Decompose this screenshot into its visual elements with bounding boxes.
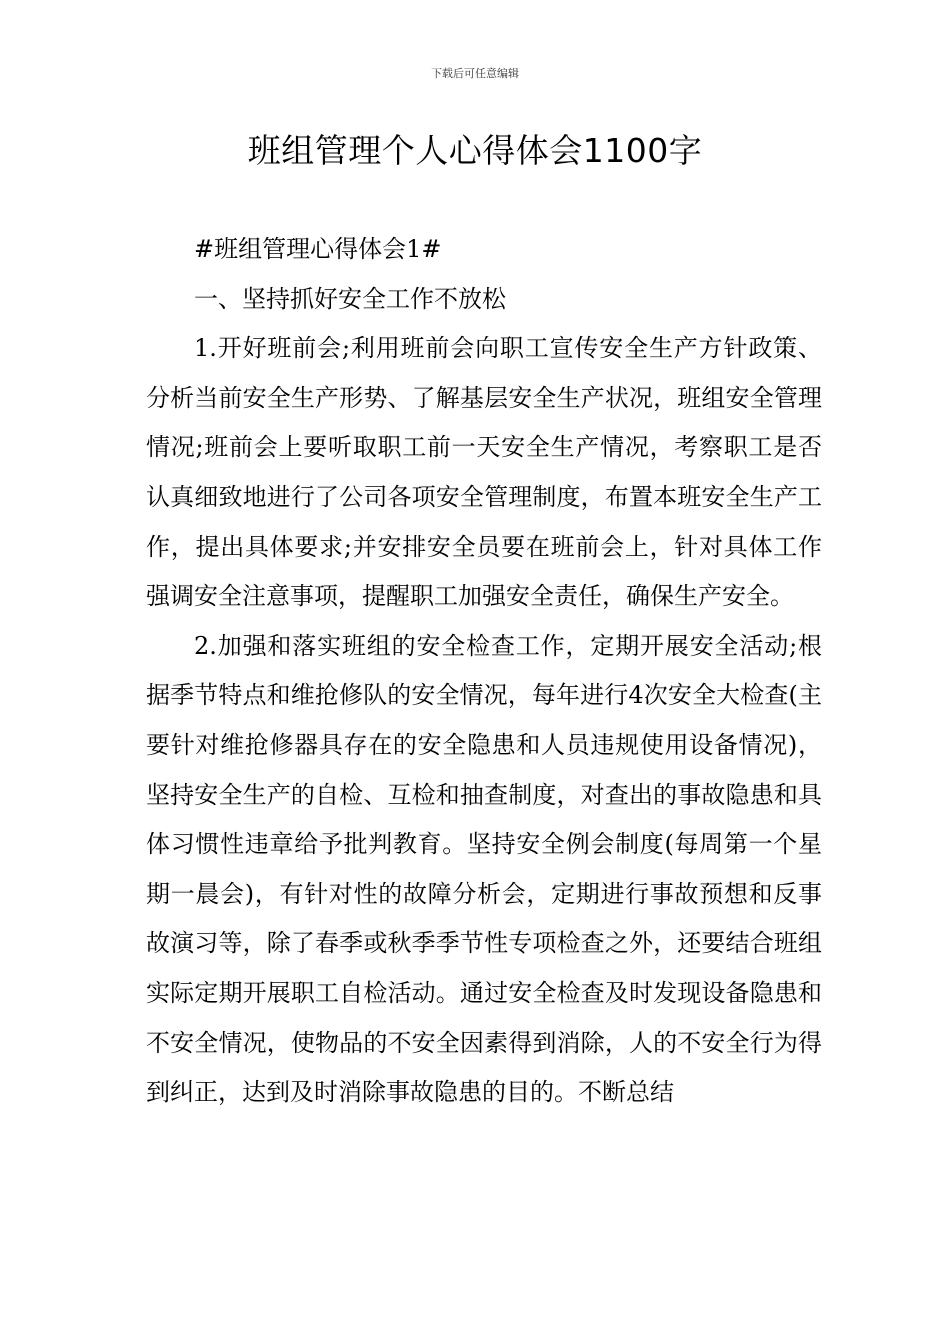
- paragraph: 1.开好班前会;利用班前会向职工宣传安全生产方针政策、分析当前安全生产形势、了解基层安全生产状况，班组安全管理情况;班前会上要听取职工前一天安全生产情况，考察职工是否认真细致地进行了公司各项安全管理制度，布置本班安全生产工作，提出具体要求;并安排安全员要在班前会上，针对具体工作强调安全注意事项，提醒职工加强安全责任，确保生产安全。: [146, 334, 822, 611]
- document-body: [146, 225, 822, 1118]
- document-title: 班组管理个人心得体会1100字: [247, 131, 703, 170]
- header-note: 下载后可任意编辑: [431, 67, 519, 80]
- paragraph: 2.加强和落实班组的安全检查工作，定期开展安全活动;根据季节特点和维抢修队的安全情况，每年进行4次安全大检查(主要针对维抢修器具存在的安全隐患和人员违规使用设备情况)，坚持安全生产的自检、互检和抽查制度，对查出的事故隐患和具体习惯性违章给予批判教育。坚持安全例会制度(每周第一个星期一晨会)，有针对性的故障分析会，定期进行事故预想和反事故演习等，除了春季或秋季季节性专项检查之外，还要结合班组实际定期开展职工自检活动。通过安全检查及时发现设备隐患和不安全情况，使物品的不安全因素得到消除，人的不安全行为得到纠正，达到及时消除事故隐患的目的。不断总结: [146, 631, 822, 1107]
- section-heading: #班组管理心得体会1#: [194, 235, 442, 263]
- subsection-heading: 一、坚持抓好安全工作不放松: [194, 284, 506, 313]
